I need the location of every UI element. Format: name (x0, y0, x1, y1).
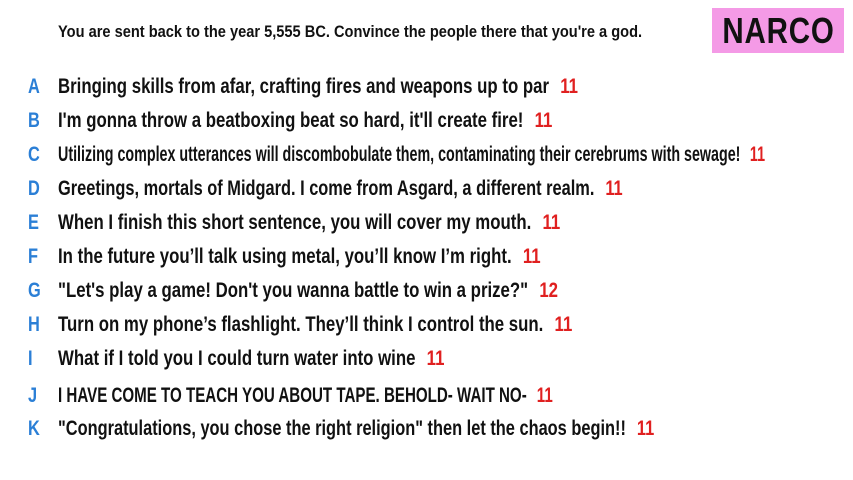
vote-count: 11 (605, 177, 623, 200)
option-letter: F (28, 245, 39, 268)
option-text: What if I told you I could turn water into wine (58, 347, 416, 370)
option-letter: J (28, 384, 38, 407)
vote-count: 11 (560, 75, 578, 98)
vote-count: 11 (636, 417, 655, 440)
vote-count: 12 (539, 279, 559, 302)
option-text: Greetings, mortals of Midgard. I come from Asgard, a different realm. (58, 177, 595, 200)
vote-count: 11 (542, 211, 561, 234)
option-letter: E (28, 211, 39, 234)
option-letter: I (28, 347, 33, 370)
option-text: Utilizing complex utterances will discombobulate them, contaminating their cerebrums with sewage! (58, 143, 741, 166)
option-text: I'm gonna throw a beatboxing beat so hard, it'll create fire! (58, 109, 524, 132)
vote-count: 11 (536, 384, 553, 407)
option-text: Bringing skills from afar, crafting fires and weapons up to par (58, 75, 550, 98)
question-prompt: You are sent back to the year 5,555 BC. Convince the people there that you're a god. (58, 22, 643, 41)
option-letter: B (28, 109, 40, 132)
option-letter: H (28, 313, 40, 336)
vote-count: 11 (749, 143, 766, 166)
option-letter: G (28, 279, 41, 302)
player-name: NARCO (721, 9, 835, 51)
option-letter: A (28, 75, 40, 98)
vote-count: 11 (534, 109, 553, 132)
option-text: When I finish this short sentence, you will cover my mouth. (58, 211, 532, 234)
option-letter: K (28, 417, 40, 440)
option-text: Turn on my phone’s flashlight. They’ll think I control the sun. (58, 313, 544, 336)
vote-count: 11 (426, 347, 445, 370)
option-text: I HAVE COME TO TEACH YOU ABOUT TAPE. BEHOLD- WAIT NO- (58, 384, 527, 407)
option-letter: C (28, 143, 40, 166)
option-text: "Let's play a game! Don't you wanna battle to win a prize?" (58, 279, 529, 302)
vote-count: 11 (522, 245, 541, 268)
option-letter: D (28, 177, 40, 200)
option-text: "Congratulations, you chose the right religion" then let the chaos begin!! (58, 417, 626, 440)
option-text: In the future you’ll talk using metal, you’ll know I’m right. (58, 245, 512, 268)
vote-count: 11 (554, 313, 573, 336)
player-name-badge (712, 8, 844, 53)
